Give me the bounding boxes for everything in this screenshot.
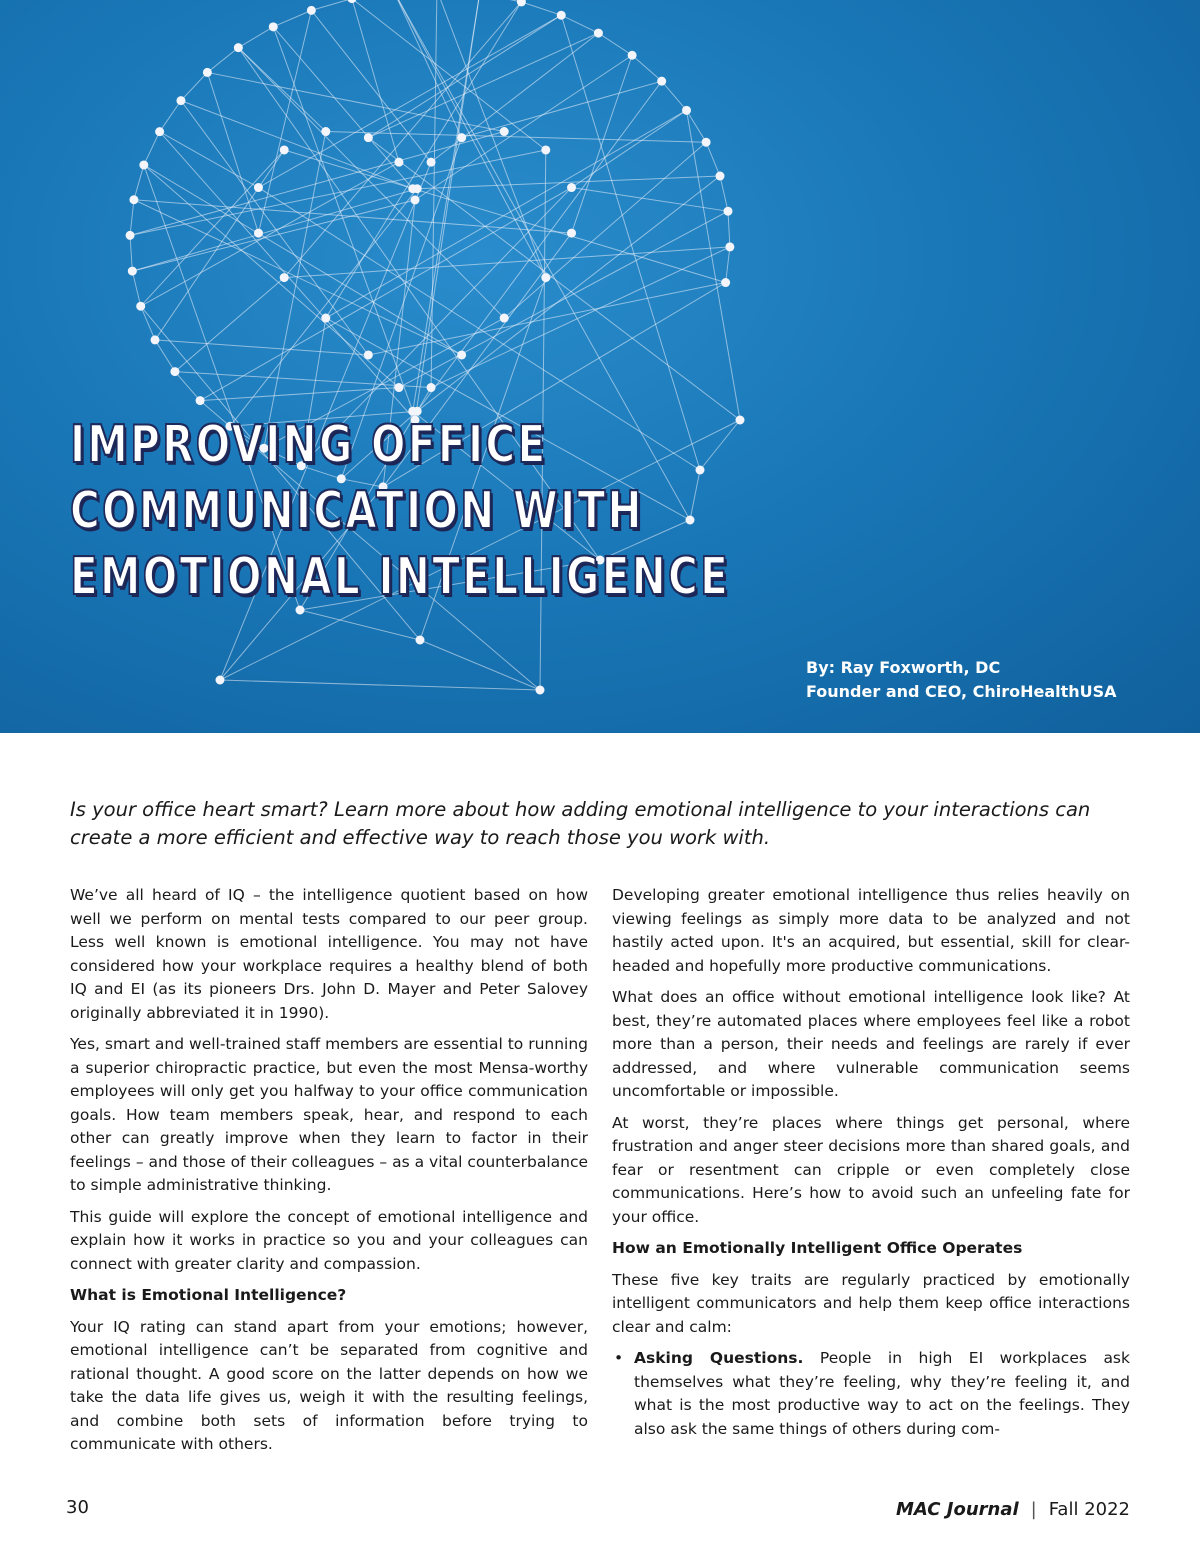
string-line [132, 189, 417, 271]
string-line [155, 150, 284, 340]
article-title [70, 412, 731, 610]
pin [136, 302, 145, 311]
string-line [690, 470, 700, 520]
pin [686, 516, 695, 525]
pin [128, 267, 137, 276]
string-line [420, 640, 540, 690]
section-heading: How an Emotionally Intelligent Office Operates [612, 1239, 1023, 1257]
pin [155, 127, 164, 136]
paragraph: These five key traits are regularly practiced by emotionally intelligent communicators and help them keep office interactions clear and calm: [612, 1270, 1130, 1336]
pin [280, 145, 289, 154]
journal-name: MAC Journal [896, 1499, 1019, 1520]
pin [567, 183, 576, 192]
pin [254, 183, 263, 192]
paragraph: What does an office without emotional intelligence look like? At best, they’re automated places where employees feel like a robot more than a person, their needs and feelings are rarely if ever addressed, and where vulnerable communication seems uncomfortable or impossible. [612, 988, 1130, 1100]
pin [657, 77, 666, 86]
string-line [181, 101, 368, 355]
paragraph: At worst, they’re places where things get personal, where frustration and anger steer decisions more than shared goals, and fear or resentment can cripple or even completely close communications. Here’s how to avoid such an unfeeling fate for your office. [612, 1113, 1130, 1226]
pin [725, 242, 734, 251]
pin [457, 133, 466, 142]
paragraph: We’ve all heard of IQ – the intelligence quotient based on how well we perform on mental tests compared to our peer group. Less well known is emotional intelligence. You may not have considered how your workplace requires a healthy blend of both IQ and EI (as its pioneers Drs. John D. Mayer and Peter Salovey originally abbreviated it in 1990). [70, 886, 588, 1022]
pin [151, 335, 160, 344]
pin [254, 229, 263, 238]
title-line-1: IMPROVING OFFICE [70, 415, 548, 475]
pin [394, 383, 403, 392]
string-line [220, 680, 540, 690]
issue-date: Fall 2022 [1048, 1499, 1130, 1520]
string-line [132, 271, 140, 306]
pin [269, 22, 278, 31]
pin [457, 350, 466, 359]
paragraph: Your IQ rating can stand apart from your emotions; however, emotional intelligence can’t be separated from cognitive and rational thought. A good score on the latter depends on how we take the data life gives us, weigh it with the resulting feelings, and combine both sets of information before trying to communicate with others. [70, 1317, 588, 1453]
string-line [284, 247, 730, 278]
pin [427, 383, 436, 392]
title-line-2: COMMUNICATION WITH [70, 481, 644, 541]
pin [628, 51, 637, 60]
pin [536, 686, 545, 695]
string-line [238, 27, 273, 48]
string-line [160, 132, 259, 188]
string-line [561, 15, 598, 33]
pin [696, 466, 705, 475]
string-line [431, 247, 730, 388]
string-line [728, 211, 730, 247]
pin [394, 158, 403, 167]
string-line [662, 81, 687, 110]
pin [736, 416, 745, 425]
trait-text: People in high EI workplaces ask themselves what they’re feeling, why they’re feeling it, and what is the most productive way to act on the feelings. They also ask the same things of others during com- [634, 1349, 1130, 1438]
pin [307, 6, 316, 15]
pin [557, 11, 566, 20]
right-column [612, 884, 1130, 1441]
pin [280, 273, 289, 282]
string-line [160, 101, 181, 132]
section-heading: What is Emotional Intelligence? [70, 1286, 347, 1304]
paragraph: Yes, smart and well-trained staff members are essential to running a superior chiropractic practice, but even the most Mensa-worthy employees will only get you halfway to your office communication goals. How team members speak, hear, and respond to each other can greatly improve when they learn to factor in their feelings – and those of their colleagues – as a vital counterbalance to simple administrative thinking. [70, 1035, 589, 1194]
author-name: By: Ray Foxworth, DC [806, 658, 1001, 677]
string-line [368, 283, 725, 355]
pin [321, 127, 330, 136]
string-line [181, 72, 207, 100]
pin [500, 127, 509, 136]
hero-image [0, 0, 1200, 733]
string-line [155, 340, 368, 355]
pin [321, 314, 330, 323]
string-line [352, 0, 399, 162]
pin [721, 278, 730, 287]
string-line [134, 165, 144, 200]
pin [216, 676, 225, 685]
pin [682, 106, 691, 115]
string-line [175, 372, 200, 401]
string-line [141, 150, 285, 306]
string-line [437, 0, 546, 278]
pin [196, 396, 205, 405]
string-line [706, 142, 720, 176]
string-line [326, 2, 522, 318]
running-footer [896, 1499, 1130, 1520]
string-line [521, 2, 561, 15]
string-line [130, 150, 546, 235]
string-line [175, 372, 431, 388]
footer-separator: | [1030, 1499, 1037, 1520]
string-line [415, 55, 632, 200]
string-line [480, 0, 522, 2]
string-line [417, 81, 661, 411]
string-line [632, 55, 662, 81]
string-line [300, 610, 420, 640]
string-line [207, 48, 238, 73]
pin [364, 350, 373, 359]
string-line [207, 72, 258, 233]
pin [427, 158, 436, 167]
string-line [141, 306, 155, 340]
string-line [572, 110, 687, 187]
pin [139, 160, 148, 169]
pin [176, 96, 185, 105]
pin [170, 367, 179, 376]
string-line [130, 235, 132, 271]
pin [500, 314, 509, 323]
pin [347, 0, 356, 3]
string-line [273, 10, 311, 26]
string-line [700, 420, 740, 470]
traits-list [612, 1347, 1130, 1441]
pin [126, 231, 135, 240]
paragraph: This guide will explore the concept of emotional intelligence and explain how it works in practice so you and your colleagues can connect with greater clarity and compassion. [70, 1207, 588, 1273]
pin [567, 229, 576, 238]
pin [724, 207, 733, 216]
string-line [726, 247, 730, 283]
pin [234, 43, 243, 52]
pin [129, 195, 138, 204]
title-line-3: EMOTIONAL INTELLIGENCE [70, 547, 731, 607]
string-line [175, 278, 284, 372]
pin [408, 184, 417, 193]
string-line [462, 81, 662, 137]
trait-title: Asking Questions. [634, 1349, 804, 1367]
article-intro: Is your office heart smart? Learn more about how adding emotional intelligence to your interactions can create a more efficient and effective way to reach those you work with. [70, 798, 1091, 849]
string-line [311, 0, 352, 10]
string-line [687, 110, 740, 420]
string-line [394, 0, 462, 138]
string-line [144, 165, 399, 388]
string-line [144, 132, 160, 165]
byline [806, 656, 1117, 704]
string-line [598, 33, 632, 55]
page-number: 30 [66, 1497, 89, 1518]
pin [364, 133, 373, 142]
string-line [399, 211, 728, 387]
pin [702, 138, 711, 147]
pin [203, 68, 212, 77]
string-line [368, 138, 740, 420]
list-item [612, 1347, 1130, 1441]
author-title: Founder and CEO, ChiroHealthUSA [806, 682, 1117, 701]
pin [541, 273, 550, 282]
string-line [572, 55, 633, 233]
pin [541, 145, 550, 154]
left-column [70, 884, 588, 1465]
string-line [720, 176, 728, 211]
pin [594, 29, 603, 38]
pin [416, 636, 425, 645]
pin [716, 172, 725, 181]
heart-head-string-art [0, 0, 1200, 733]
string-line [415, 0, 480, 420]
pin [411, 196, 420, 205]
string-line [561, 15, 700, 470]
string-line [130, 200, 134, 236]
string-line [238, 48, 325, 132]
paragraph: Developing greater emotional intelligence thus relies heavily on viewing feelings as simply more data to be analyzed and not hastily acted upon. It's an acquired, but essential, skill for clear-headed and hopefully more productive communications. [612, 886, 1130, 975]
string-line [155, 340, 175, 372]
